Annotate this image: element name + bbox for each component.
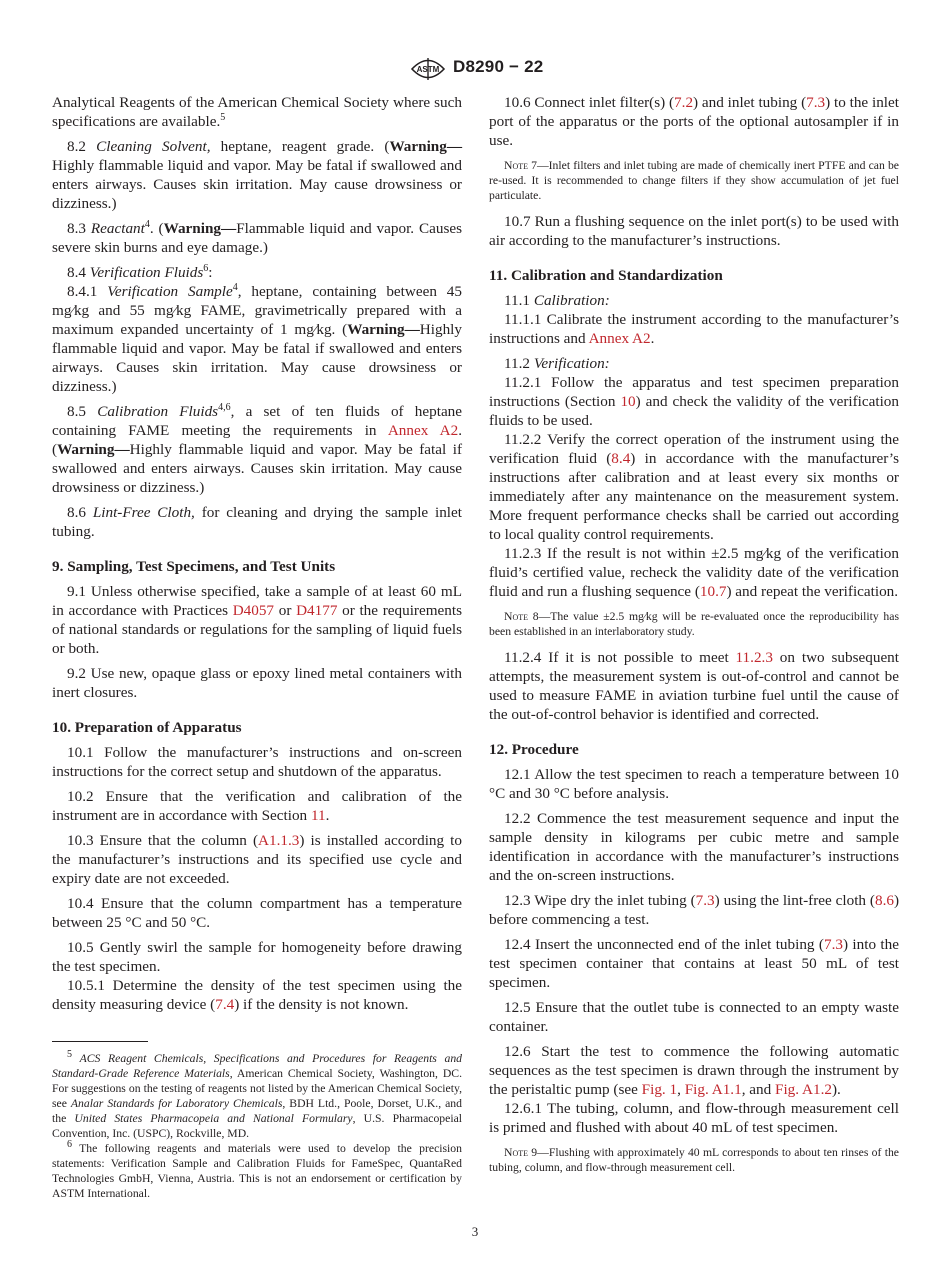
section-11-link[interactable]: 11 bbox=[310, 807, 326, 824]
fig-1-link[interactable]: Fig. 1 bbox=[641, 1081, 678, 1098]
section-7-2-link[interactable]: 7.2 bbox=[674, 94, 694, 111]
section-10-7: 10.7 Run a flushing sequence on the inlet port(s) to be used with air according to the manufacturer’s instructions. bbox=[489, 213, 899, 249]
section-8-6: 8.6 Lint-Free Cloth, for cleaning and drying the sample inlet tubing. bbox=[52, 504, 462, 540]
section-10-2: 10.2 Ensure that the verification and calibration of the instrument are in accordance with Section 11. bbox=[52, 788, 462, 824]
section-9-2: 9.2 Use new, opaque glass or epoxy lined metal containers with inert closures. bbox=[52, 665, 462, 701]
annex-a2-link[interactable]: Annex A2 bbox=[387, 422, 459, 439]
document-id: D8290 − 22 bbox=[453, 57, 544, 76]
a1-1-3-link[interactable]: A1.1.3 bbox=[258, 832, 300, 849]
section-8-4: 8.4 Verification Fluids$^6$: bbox=[67, 262, 213, 281]
section-8-6-link[interactable]: 8.6 bbox=[874, 892, 894, 909]
section-12-6-1: 12.6.1 The tubing, column, and flow-through measurement cell is primed and flushed with about 40 mL of test specimen. bbox=[489, 1100, 899, 1136]
heading-section-10: 10. Preparation of Apparatus bbox=[52, 719, 242, 736]
astm-logo-icon bbox=[410, 56, 446, 82]
section-7-3-link[interactable]: 7.3 bbox=[695, 892, 715, 909]
section-11-1-1: 11.1.1 Calibrate the instrument according to the manufacturer’s instructions and Annex A2. bbox=[489, 311, 899, 347]
section-11-2-3: 11.2.3 If the result is not within ±2.5 mg⁄kg of the verification fluid’s certified value, recheck the validity date of the verification fluid and run a flushing sequence (10.7) and repeat the verification. bbox=[489, 545, 899, 600]
note-9: Note 9—Flushing with approximately 40 mL corresponds to about ten rinses of the tubing, column, and flow-through measurement cell. bbox=[489, 1146, 899, 1174]
section-8-4-1: 8.4.1 Verification Sample$^4$, heptane, containing between 45 mg⁄kg and 55 mg⁄kg FAME, gravimetrically prepared with a maximum expanded uncertainty of 1 mg⁄kg. (Warning—Highly flammable liquid and vapor. May be fatal if swallowed and enters airways. Causes skin irritation. May cause drowsiness or dizziness.) bbox=[52, 281, 462, 395]
annex-a2-link[interactable]: Annex A2 bbox=[588, 330, 651, 347]
section-8-4-link[interactable]: 8.4 bbox=[611, 450, 631, 467]
page-number: 3 bbox=[471, 1224, 479, 1239]
footnote-5: $^5$ ACS Reagent Chemicals, Specifications and Procedures for Reagents and Standard-Grade Reference Materials, American Chemical Society, Washington, DC. For suggestions on the testing of reagents not listed by the American Chemical Society, see Analar Standards for Laboratory Chemicals, BDH Ltd., Poole, Dorset, U.K., and the United States Pharmacopeia and National Formulary, U.S. Pharmacopeial Convention, Inc. (USPC), Rockville, MD. bbox=[52, 1049, 463, 1140]
section-10-5: 10.5 Gently swirl the sample for homogeneity before drawing the test specimen. bbox=[52, 939, 462, 975]
section-10-3: 10.3 Ensure that the column (A1.1.3) is installed according to the manufacturer’s instructions and its specified use cycle and expiry date are not exceeded. bbox=[52, 832, 462, 887]
section-7-3-link[interactable]: 7.3 bbox=[823, 936, 843, 953]
svg-text:ASTM: ASTM bbox=[416, 65, 440, 74]
section-10-7-link[interactable]: 10.7 bbox=[699, 583, 727, 600]
section-12-3: 12.3 Wipe dry the inlet tubing (7.3) using the lint-free cloth (8.6) before commencing a test. bbox=[489, 892, 900, 928]
section-11-1: 11.1 Calibration: bbox=[504, 292, 610, 309]
fig-a1-2-link[interactable]: Fig. A1.2 bbox=[775, 1081, 832, 1098]
section-7-3-link[interactable]: 7.3 bbox=[806, 94, 826, 111]
d4177-link[interactable]: D4177 bbox=[296, 602, 338, 619]
section-12-4: 12.4 Insert the unconnected end of the inlet tubing (7.3) into the test specimen container that contains at least 50 mL of test specimen. bbox=[489, 936, 899, 991]
section-10-link[interactable]: 10 bbox=[620, 393, 636, 410]
section-10-1: 10.1 Follow the manufacturer’s instructions and on-screen instructions for the correct setup and shutdown of the apparatus. bbox=[52, 744, 462, 780]
section-10-4: 10.4 Ensure that the column compartment has a temperature between 25 °C and 50 °C. bbox=[52, 895, 462, 931]
section-12-2: 12.2 Commence the test measurement sequence and input the sample density in kilograms per cubic metre and sample identification in accordance with the manufacturer’s instructions and the on-screen instructions. bbox=[489, 810, 899, 884]
note-8: Note 8—The value ±2.5 mg⁄kg will be re-evaluated once the reproducibility has been established in an interlaboratory study. bbox=[489, 610, 899, 638]
heading-section-11: 11. Calibration and Standardization bbox=[489, 267, 723, 284]
section-12-1: 12.1 Allow the test specimen to reach a temperature between 10 °C and 30 °C before analysis. bbox=[489, 766, 899, 802]
right-column bbox=[489, 93, 899, 1184]
left-column bbox=[52, 93, 462, 1201]
paragraph-8-1-continued: Analytical Reagents of the American Chemical Society where such specifications are available.$^5$ bbox=[52, 94, 462, 130]
section-12-6: 12.6 Start the test to commence the following automatic sequences as the test specimen is drawn through the instrument by the peristaltic pump (see Fig. 1, Fig. A1.1, and Fig. A1.2). bbox=[489, 1043, 899, 1098]
section-10-6: 10.6 Connect inlet filter(s) (7.2) and inlet tubing (7.3) to the inlet port of the apparatus or the ports of the optional autosampler if in use. bbox=[489, 94, 899, 149]
section-9-1: 9.1 Unless otherwise specified, take a sample of at least 60 mL in accordance with Practices D4057 or D4177 or the requirements of national standards or regulations for the sampling of liquid fuels or both. bbox=[52, 583, 462, 657]
section-11-2-3-link[interactable]: 11.2.3 bbox=[735, 649, 773, 666]
section-8-2: 8.2 Cleaning Solvent, heptane, reagent grade. (Warning—Highly flammable liquid and vapor. May be fatal if swallowed and enters airways. Causes skin irritation. May cause drowsiness or dizziness.) bbox=[52, 138, 463, 212]
section-8-3: 8.3 Reactant$^4$. (Warning—Flammable liquid and vapor. Causes severe skin burns and eye damage.) bbox=[52, 218, 463, 256]
section-10-5-1: 10.5.1 Determine the density of the test specimen using the density measuring device (7.4) if the density is not known. bbox=[52, 977, 462, 1013]
heading-section-12: 12. Procedure bbox=[489, 741, 579, 758]
section-12-5: 12.5 Ensure that the outlet tube is connected to an empty waste container. bbox=[489, 999, 899, 1035]
note-7: Note 7—Inlet filters and inlet tubing are made of chemically inert PTFE and can be re-used. It is recommended to change filters if they show accumulation of jet fuel particulate. bbox=[489, 159, 899, 202]
page-header bbox=[0, 56, 950, 82]
footnote-6: $^6$ The following reagents and materials were used to develop the precision statements: Verification Sample and Calibration Fluids for FameSpec, QuantaRed Technologies GmbH, Vienna, Austria. This is not an endorsement or certification by ASTM International. bbox=[52, 1139, 462, 1200]
fig-a1-1-link[interactable]: Fig. A1.1 bbox=[684, 1081, 742, 1098]
section-11-2-2: 11.2.2 Verify the correct operation of the instrument using the verification fluid (8.4) in accordance with the manufacturer’s instructions after calibration and at least every six months or immediately after any maintenance on the measurement system. More frequent performance checks shall be carried out according to local quality control requirements. bbox=[489, 431, 899, 543]
section-7-4-link[interactable]: 7.4 bbox=[215, 996, 235, 1013]
footnote-divider bbox=[52, 1041, 148, 1042]
d4057-link[interactable]: D4057 bbox=[232, 602, 275, 619]
section-11-2: 11.2 Verification: bbox=[504, 355, 610, 372]
section-8-5: 8.5 Calibration Fluids$^{4,6}$, a set of ten fluids of heptane containing FAME meeting the requirements in Annex A2. (Warning—Highly flammable liquid and vapor. May be fatal if swallowed and enters airways. Causes skin irritation. May cause drowsiness or dizziness.) bbox=[52, 401, 463, 496]
heading-section-9: 9. Sampling, Test Specimens, and Test Units bbox=[52, 558, 336, 575]
section-11-2-1: 11.2.1 Follow the apparatus and test specimen preparation instructions (Section 10) and check the validity of the verification fluids to be used. bbox=[489, 374, 899, 429]
section-11-2-4: 11.2.4 If it is not possible to meet 11.2.3 on two subsequent attempts, the measurement system is out-of-control and cannot be used to measure FAME in aviation turbine fuel until the cause of the out-of-control behavior is identified and corrected. bbox=[489, 649, 899, 723]
